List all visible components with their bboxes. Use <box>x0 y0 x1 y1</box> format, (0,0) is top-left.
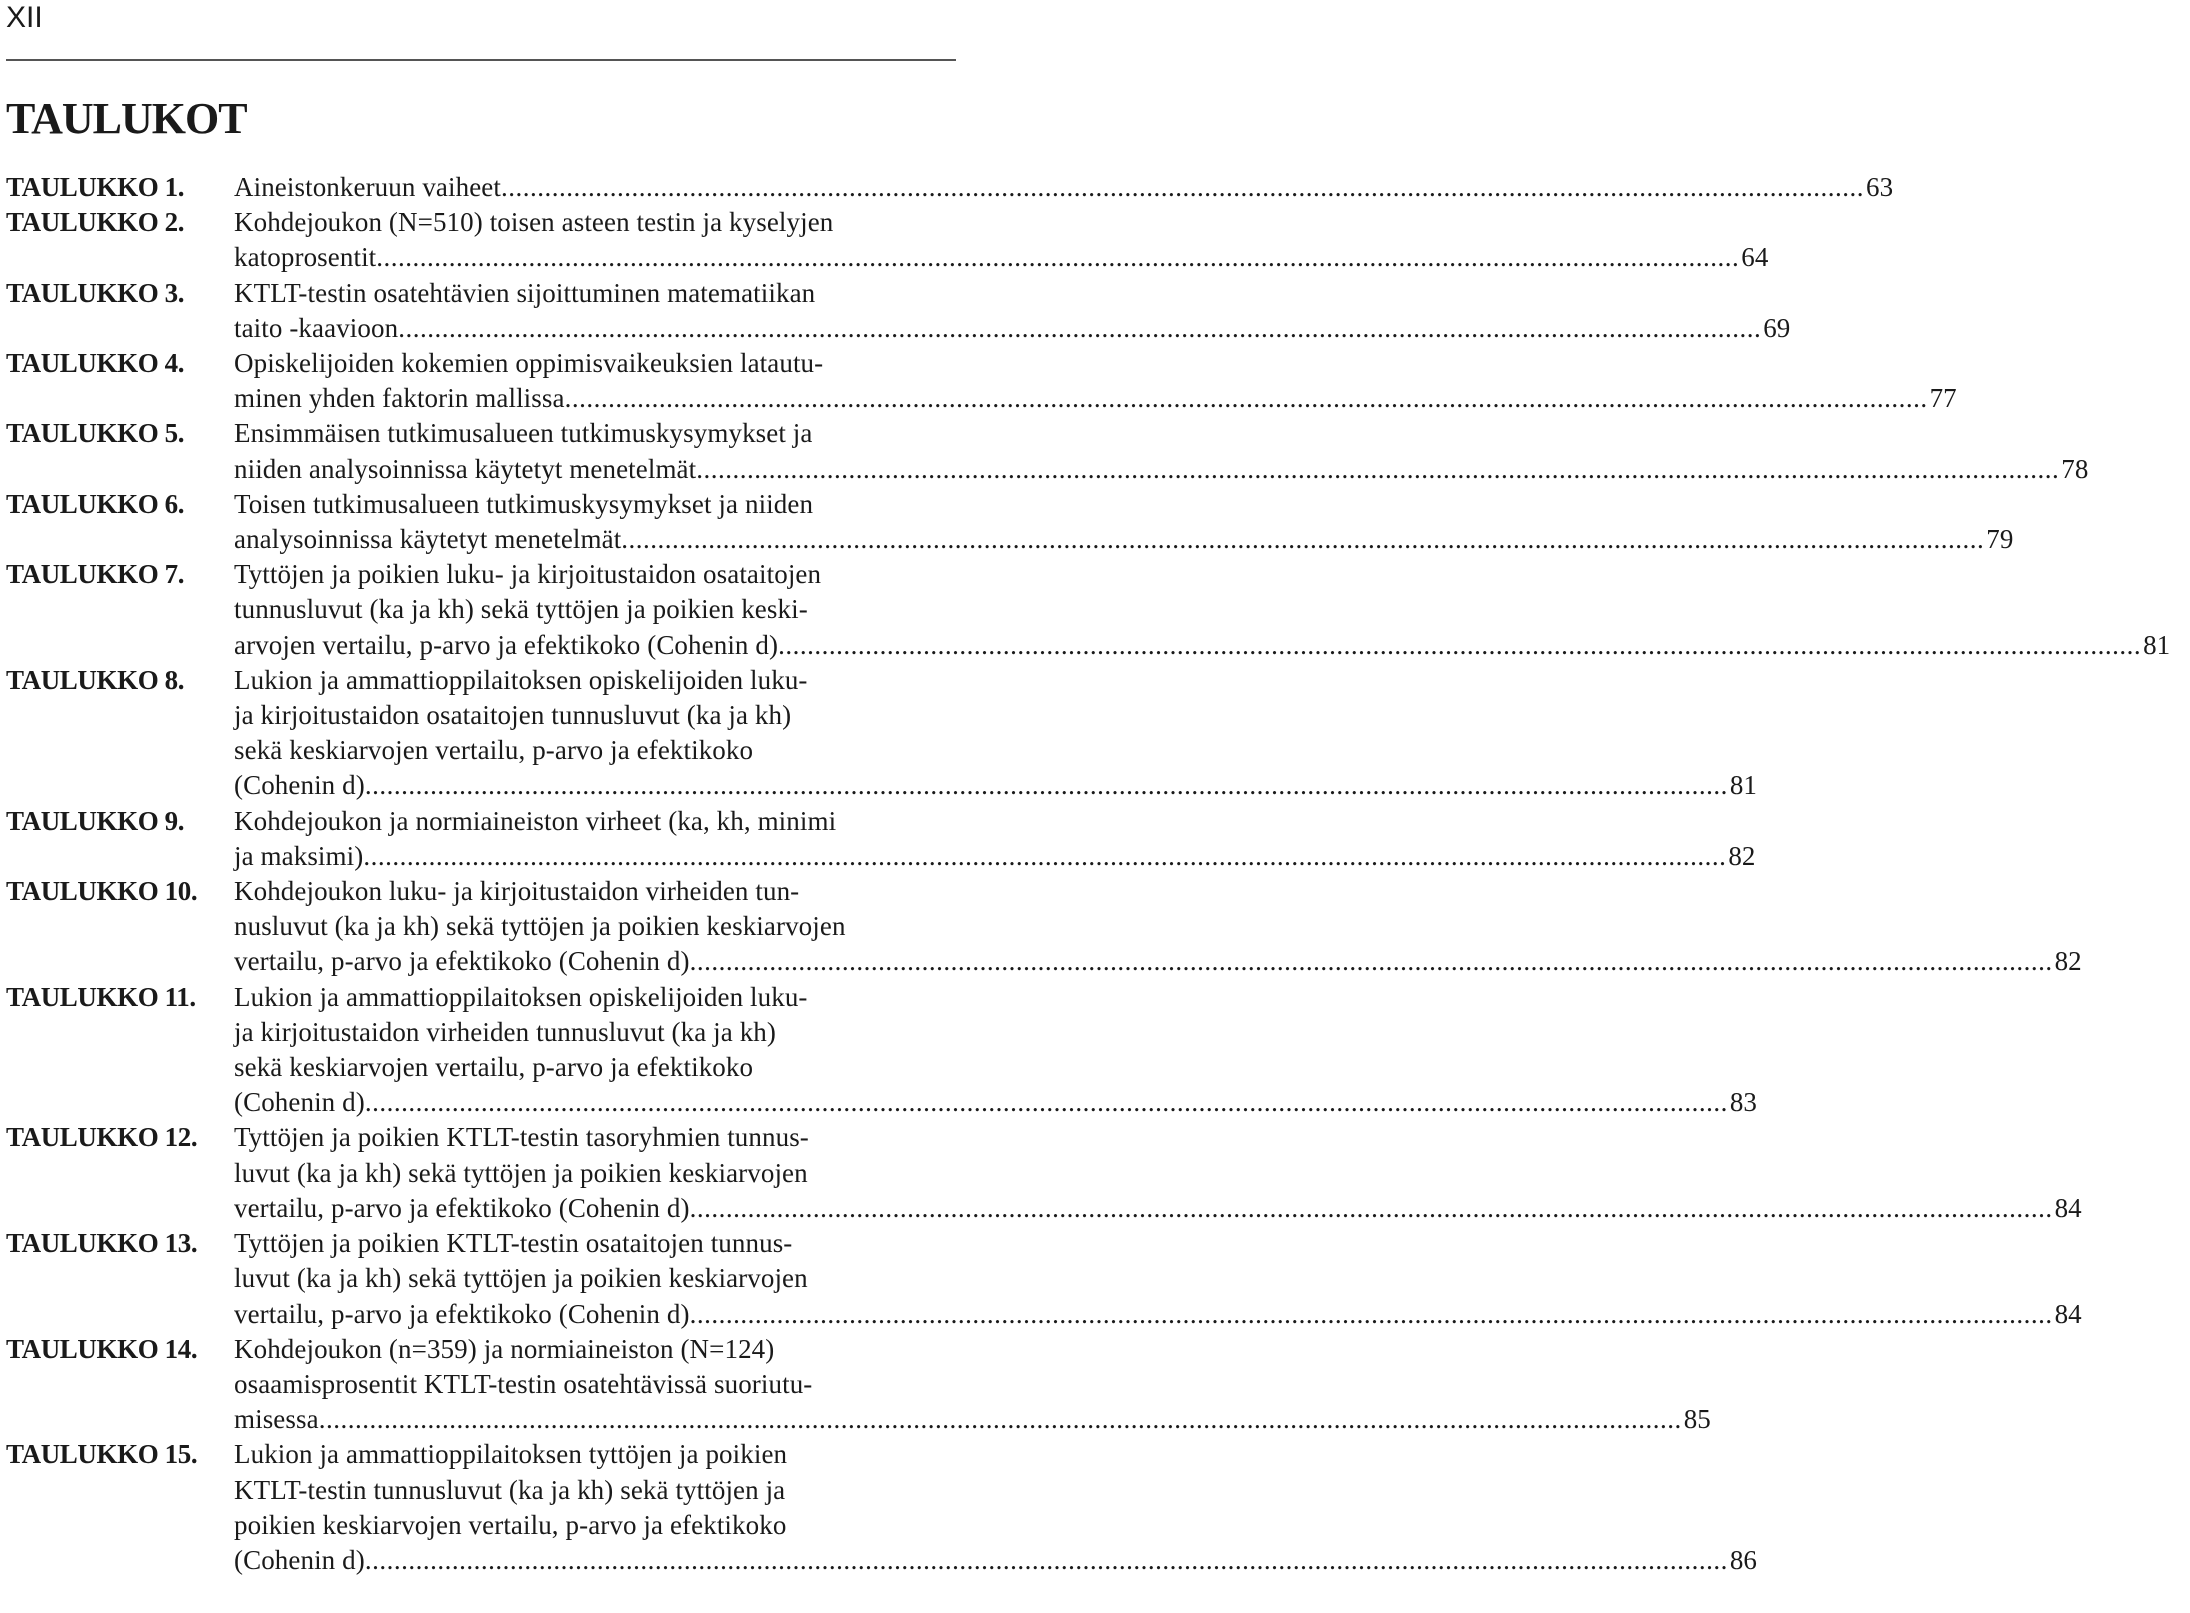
toc-entry-label: TAULUKKO 1. <box>6 172 185 202</box>
dot-leader <box>363 839 1726 874</box>
toc-entry-title-line: Kohdejoukon (n=359) ja normiaineiston (N=124) <box>234 1333 775 1364</box>
toc-entry-title-line: Lukion ja ammattioppilaitoksen tyttöjen ja poikien <box>234 1439 788 1470</box>
toc-entry[interactable] <box>6 346 1957 416</box>
toc-entry-title-line: minen yhden faktorin mallissa <box>234 383 565 414</box>
toc-entry-title-line: sekä keskiarvojen vertailu, p-arvo ja efektikoko <box>234 735 754 766</box>
toc-entry-page-number[interactable]: 85 <box>1683 1404 1711 1435</box>
toc-entry-title-line: ja kirjoitustaidon osataitojen tunnusluvut (ka ja kh) <box>234 700 792 731</box>
toc-entry-label: TAULUKKO 10. <box>6 876 198 907</box>
toc-entry-label: TAULUKKO 8. <box>6 664 185 695</box>
toc-entry-title-line: luvut (ka ja kh) sekä tyttöjen ja poikien keskiarvojen <box>234 1263 808 1294</box>
toc-entry-title-line: KTLT-testin osatehtävien sijoittuminen matematiikan <box>234 277 816 308</box>
toc-entry-page-number[interactable]: 84 <box>2054 1298 2082 1329</box>
toc-entry-title <box>234 1332 1731 1438</box>
toc-entry[interactable] <box>6 980 1758 1121</box>
dot-leader <box>778 628 2141 663</box>
toc-entry-title-line: Tyttöjen ja poikien KTLT-testin tasoryhmien tunnus- <box>234 1122 809 1153</box>
dot-leader <box>690 944 2053 979</box>
toc-entry-label: TAULUKKO 13. <box>6 1228 198 1259</box>
toc-entry-title-line: ja maksimi) <box>234 840 364 871</box>
toc-entry-title-line: katoprosentit <box>234 242 377 273</box>
toc-entry[interactable] <box>6 1437 1758 1578</box>
toc-entry-label: TAULUKKO 3. <box>6 277 185 308</box>
toc-entry-page-number[interactable]: 81 <box>1729 770 1758 801</box>
toc-entry-page-number[interactable]: 82 <box>1728 840 1756 871</box>
toc-entry-label: TAULUKKO 12. <box>6 1122 198 1153</box>
header-rule <box>6 59 956 61</box>
toc-entry-title-line: Tyttöjen ja poikien luku- ja kirjoitustaidon osataitojen <box>234 559 822 590</box>
table-list <box>6 170 2171 1578</box>
toc-entry-title-line: luvut (ka ja kh) sekä tyttöjen ja poikien keskiarvojen <box>234 1157 808 1188</box>
dot-leader <box>501 170 1864 205</box>
toc-entry[interactable] <box>6 1226 2082 1332</box>
toc-entry-title-line: Tyttöjen ja poikien KTLT-testin osataitojen tunnus- <box>234 1228 793 1259</box>
toc-entry-page-number[interactable]: 64 <box>1741 242 1769 273</box>
toc-entry-title <box>234 980 1777 1121</box>
toc-entry-page-number[interactable]: 84 <box>2054 1192 2082 1223</box>
toc-entry[interactable] <box>6 487 2014 557</box>
dot-leader <box>376 240 1739 275</box>
dot-leader <box>690 1297 2053 1332</box>
toc-entry-title-line: nusluvut (ka ja kh) sekä tyttöjen ja poikien keskiarvojen <box>234 911 846 942</box>
dot-leader <box>398 311 1761 346</box>
toc-entry-title <box>234 205 1788 275</box>
toc-entry-title-line: Aineistonkeruun vaiheet <box>234 172 501 202</box>
toc-entry-label: TAULUKKO 9. <box>6 805 185 836</box>
toc-entry-title <box>234 170 1913 205</box>
toc-entry-page-number[interactable]: 82 <box>2054 946 2082 977</box>
page-title: TAULUKOT <box>6 94 247 143</box>
toc-entry-title <box>234 804 1776 874</box>
dot-leader <box>365 1543 1728 1578</box>
toc-entry[interactable] <box>6 416 2089 486</box>
page-number: XII <box>6 1 43 34</box>
toc-entry-title-line: (Cohenin d) <box>234 1087 365 1118</box>
toc-entry-page-number[interactable]: 63 <box>1865 172 1894 202</box>
toc-entry[interactable] <box>6 170 1894 205</box>
toc-entry-title-line: vertailu, p-arvo ja efektikoko (Cohenin d) <box>234 1192 690 1223</box>
toc-entry-title <box>234 557 2190 663</box>
toc-entry-title-line: niiden analysoinnissa käytetyt menetelmät <box>234 453 697 484</box>
toc-entry[interactable] <box>6 276 1791 346</box>
toc-entry-page-number[interactable]: 77 <box>1929 383 1957 414</box>
toc-entry-title-line: tunnusluvut (ka ja kh) sekä tyttöjen ja poikien keski- <box>234 594 808 625</box>
toc-entry-title-line: (Cohenin d) <box>234 770 365 801</box>
dot-leader <box>621 522 1984 557</box>
toc-entry-page-number[interactable]: 81 <box>2143 629 2171 660</box>
toc-entry-label: TAULUKKO 14. <box>6 1333 198 1364</box>
toc-entry-title-line: arvojen vertailu, p-arvo ja efektikoko (Cohenin d) <box>234 629 779 660</box>
toc-entry-title-line: Toisen tutkimusalueen tutkimuskysymykset ja niiden <box>234 488 814 519</box>
dot-leader <box>565 381 1928 416</box>
toc-entry-title-line: sekä keskiarvojen vertailu, p-arvo ja efektikoko <box>234 1052 754 1083</box>
toc-entry-title-line: Lukion ja ammattioppilaitoksen opiskelijoiden luku- <box>234 664 808 695</box>
toc-entry-page-number[interactable]: 83 <box>1729 1087 1758 1118</box>
toc-entry-title-line: analysoinnissa käytetyt menetelmät <box>234 524 622 555</box>
toc-entry[interactable] <box>6 557 2171 663</box>
toc-entry-title-line: Kohdejoukon (N=510) toisen asteen testin ja kyselyjen <box>234 207 834 238</box>
toc-entry-label: TAULUKKO 2. <box>6 207 185 238</box>
toc-entry-page-number[interactable]: 79 <box>1986 524 2014 555</box>
toc-entry-title-line: (Cohenin d) <box>234 1544 365 1575</box>
toc-entry[interactable] <box>6 663 1758 804</box>
toc-entry-title <box>234 276 1810 346</box>
dot-leader <box>696 452 2059 487</box>
toc-entry-title-line: Kohdejoukon ja normiaineiston virheet (ka, kh, minimi <box>234 805 837 836</box>
toc-entry-title-line: ja kirjoitustaidon virheiden tunnusluvut (ka ja kh) <box>234 1016 777 1047</box>
dot-leader <box>690 1191 2053 1226</box>
toc-entry[interactable] <box>6 1120 2082 1226</box>
toc-entry-title <box>234 346 1977 416</box>
toc-entry-title-line: osaamisprosentit KTLT-testin osatehtävissä suoriutu- <box>234 1368 813 1399</box>
dot-leader <box>319 1402 1682 1437</box>
toc-entry-title <box>234 1437 1777 1578</box>
toc-entry-title <box>234 874 2102 980</box>
toc-entry-title-line: KTLT-testin tunnusluvut (ka ja kh) sekä tyttöjen ja <box>234 1474 786 1505</box>
toc-entry-page-number[interactable]: 69 <box>1763 312 1791 343</box>
toc-entry-title-line: misessa <box>234 1404 319 1435</box>
toc-entry-title <box>234 416 2108 486</box>
toc-entry-title-line: Lukion ja ammattioppilaitoksen opiskelijoiden luku- <box>234 981 808 1012</box>
toc-entry-title <box>234 663 1777 804</box>
toc-entry-title-line: Kohdejoukon luku- ja kirjoitustaidon virheiden tun- <box>234 876 800 907</box>
toc-entry-label: TAULUKKO 11. <box>6 981 196 1012</box>
toc-entry-label: TAULUKKO 6. <box>6 488 185 519</box>
toc-entry-label: TAULUKKO 4. <box>6 348 185 379</box>
toc-entry-title-line: Ensimmäisen tutkimusalueen tutkimuskysymykset ja <box>234 418 813 449</box>
toc-entry-label: TAULUKKO 15. <box>6 1439 198 1470</box>
toc-entry[interactable] <box>6 205 1769 275</box>
toc-entry[interactable] <box>6 804 1756 874</box>
dot-leader <box>365 1085 1728 1120</box>
toc-entry-title-line: vertailu, p-arvo ja efektikoko (Cohenin d) <box>234 1298 690 1329</box>
toc-entry-page-number[interactable]: 86 <box>1729 1544 1758 1575</box>
toc-entry-title-line: taito -kaavioon <box>234 312 399 343</box>
toc-entry-page-number[interactable]: 78 <box>2061 453 2089 484</box>
toc-entry-label: TAULUKKO 7. <box>6 559 185 590</box>
toc-entry-title <box>234 487 2034 557</box>
toc-entry-title <box>234 1120 2102 1226</box>
toc-entry[interactable] <box>6 874 2082 980</box>
toc-entry-title-line: poikien keskiarvojen vertailu, p-arvo ja efektikoko <box>234 1509 787 1540</box>
toc-entry-title-line: Opiskelijoiden kokemien oppimisvaikeuksien latautu- <box>234 348 824 379</box>
toc-entry[interactable] <box>6 1332 1711 1438</box>
dot-leader <box>365 768 1728 803</box>
toc-entry-label: TAULUKKO 5. <box>6 418 185 449</box>
toc-entry-title-line: vertailu, p-arvo ja efektikoko (Cohenin d) <box>234 946 690 977</box>
toc-entry-title <box>234 1226 2102 1332</box>
